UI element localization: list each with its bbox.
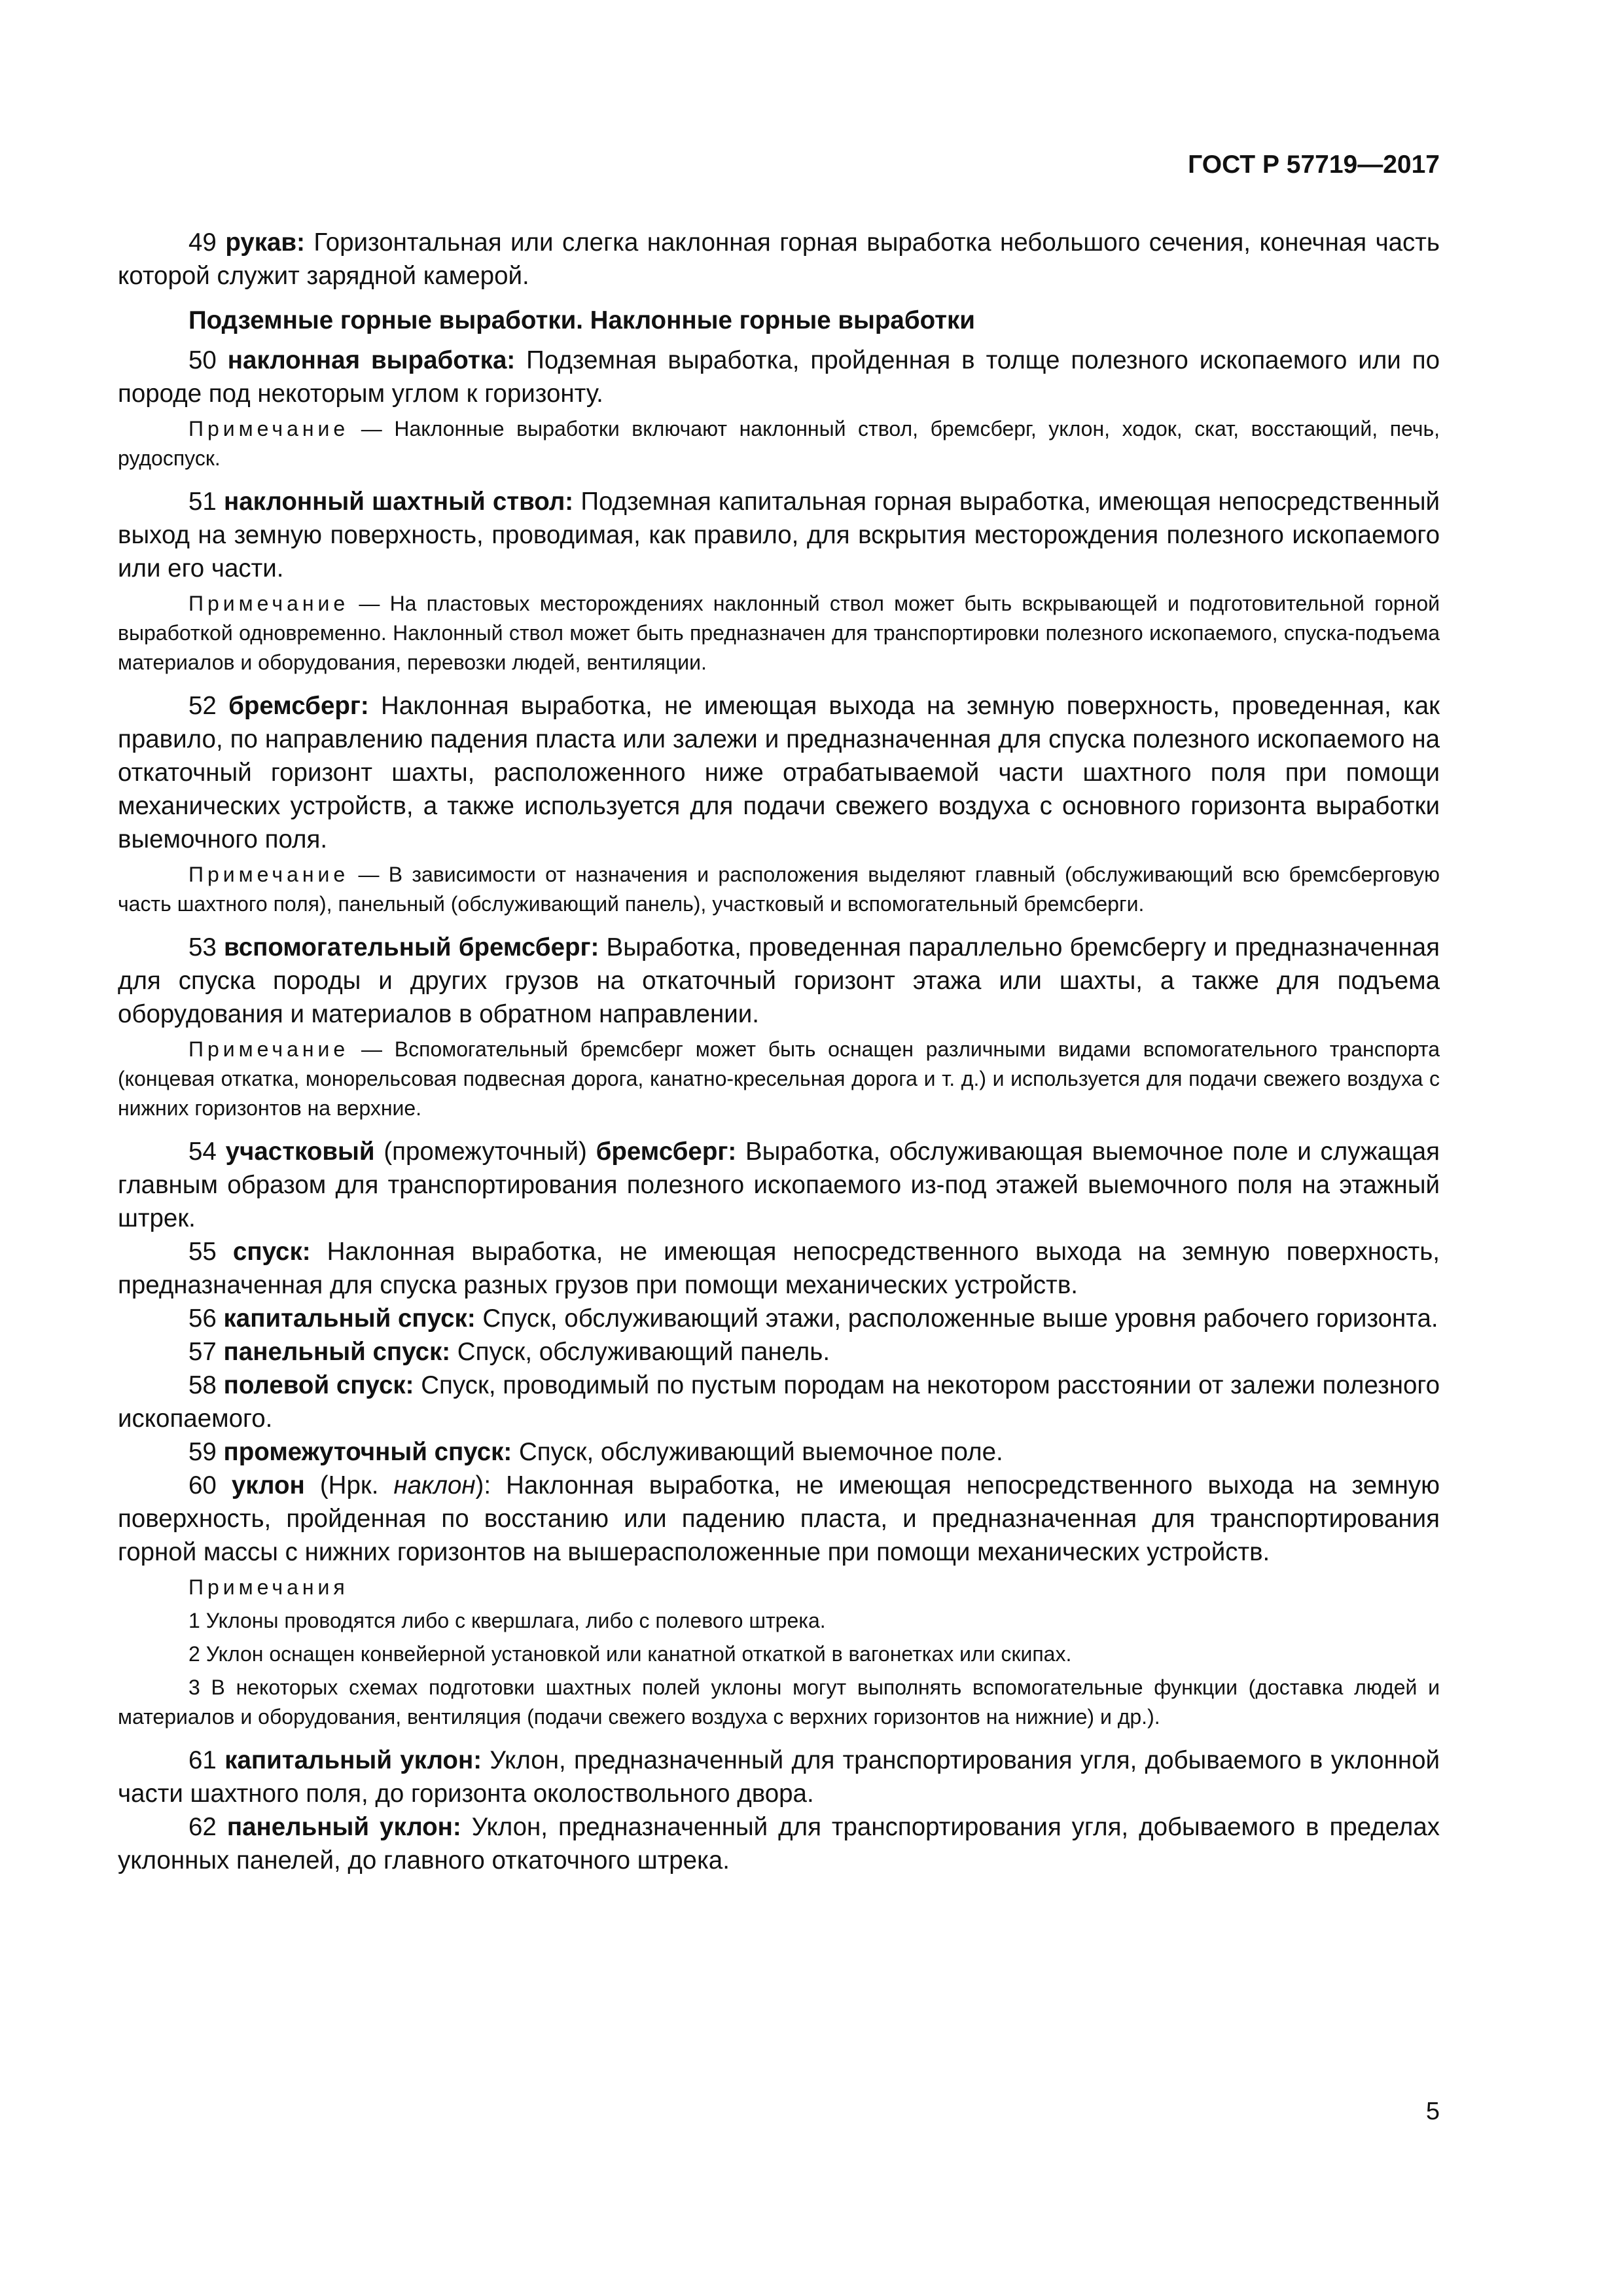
note-60-label: Примечания bbox=[188, 1575, 349, 1599]
note-50: Примечание — Наклонные выработки включают наклонный ствол, бремсберг, уклон, ходок, скат, восстающий, печь, рудоспуск. bbox=[118, 417, 1440, 470]
term-50: 50 наклонная выработка: Подземная выработка, пройденная в толще полезного ископаемого или по породе под некоторым углом к горизонту. bbox=[118, 346, 1440, 408]
term-60-deprecated: наклон bbox=[393, 1471, 476, 1499]
note-60-item-1: 1 Уклоны проводятся либо с квершлага, либо с полевого штрека. bbox=[188, 1609, 826, 1632]
term-56-name: капитальный спуск: bbox=[223, 1304, 476, 1333]
term-61-name: капитальный уклон: bbox=[224, 1746, 482, 1774]
note-60-item-3: 3 В некоторых схемах подготовки шахтных полей уклоны могут выполнять вспомогательные функции (доставка людей и материалов и оборудования, вентиляция (подачи свежего воздуха с верхних горизонтов на нижние) и др.). bbox=[118, 1676, 1440, 1729]
term-49: 49 рукав: Горизонтальная или слегка наклонная горная выработка небольшого сечения, конечная часть которой служит зарядной камерой. bbox=[118, 228, 1440, 290]
term-60-name: уклон bbox=[231, 1471, 305, 1499]
term-54-name2: бремсберг: bbox=[596, 1138, 737, 1166]
document-body bbox=[118, 226, 1440, 1877]
note-51: Примечание — На пластовых месторождениях наклонный ствол может быть вскрывающей и подготовительной горной выработкой одновременно. Наклонный ствол может быть предназначен для транспортировки полезного ископаемого, спуска-подъема материалов и оборудования, перевозки людей, вентиляции. bbox=[118, 592, 1440, 674]
term-50-name: наклонная выработка: bbox=[227, 346, 516, 374]
term-56: 56 капитальный спуск: Спуск, обслуживающий этажи, расположенные выше уровня рабочего горизонта. bbox=[188, 1304, 1438, 1333]
document-page bbox=[118, 0, 1440, 2296]
term-52-name: бремсберг: bbox=[228, 692, 369, 720]
page-number: 5 bbox=[1425, 2098, 1440, 2125]
term-57-name: панельный спуск: bbox=[223, 1338, 451, 1366]
term-54: 54 участковый (промежуточный) бремсберг: Выработка, обслуживающая выемочное поле и служащая главным образом для транспортирования полезного ископаемого из-под этажей выемочного поля на этажный штрек. bbox=[118, 1138, 1440, 1232]
term-53: 53 вспомогательный бремсберг: Выработка, проведенная параллельно бремсбергу и предназначенная для спуска породы и других грузов на откаточный горизонт этажа или шахты, а также для подъема оборудования и материалов в обратном направлении. bbox=[118, 933, 1440, 1028]
term-55-name: спуск: bbox=[232, 1238, 311, 1266]
note-53: Примечание — Вспомогательный бремсберг может быть оснащен различными видами вспомогательного транспорта (концевая откатка, монорельсовая подвесная дорога, канатно-кресельная дорога и т. д.) и используется для подачи свежего воздуха с нижних горизонтов на верхние. bbox=[118, 1037, 1440, 1120]
term-51: 51 наклонный шахтный ствол: Подземная капитальная горная выработка, имеющая непосредственный выход на земную поверхность, проводимая, как правило, для вскрытия месторождения полезного ископаемого или его части. bbox=[118, 488, 1440, 583]
term-54-name: участковый bbox=[225, 1138, 375, 1166]
term-62-name: панельный уклон: bbox=[226, 1813, 461, 1841]
term-51-name: наклонный шахтный ствол: bbox=[224, 488, 574, 516]
term-60: 60 уклон (Нрк. наклон): Наклонная выработка, не имеющая непосредственного выхода на земную поверхность, пройденная по восстанию или падению пласта, и предназначенная для транспортирования горной массы с нижних горизонтов на вышерасположенные при помощи механических устройств. bbox=[118, 1471, 1440, 1566]
term-59-name: промежуточный спуск: bbox=[223, 1438, 512, 1466]
term-58-name: полевой спуск: bbox=[223, 1371, 414, 1399]
term-58: 58 полевой спуск: Спуск, проводимый по пустым породам на некотором расстоянии от залежи полезного ископаемого. bbox=[118, 1371, 1440, 1433]
term-53-name: вспомогательный бремсберг: bbox=[224, 933, 599, 961]
term-52: 52 бремсберг: Наклонная выработка, не имеющая выхода на земную поверхность, проведенная, как правило, по направлению падения пласта или залежи и предназначенная для спуска полезного ископаемого на откаточный горизонт шахты, расположенного ниже отрабатываемой части шахтного поля при помощи механических устройств, а также используется для подачи свежего воздуха с основного горизонта выработки выемочного поля. bbox=[118, 692, 1440, 853]
term-62: 62 панельный уклон: Уклон, предназначенный для транспортирования угля, добываемого в пределах уклонных панелей, до главного откаточного штрека. bbox=[118, 1813, 1440, 1874]
note-60-item-2: 2 Уклон оснащен конвейерной установкой или канатной откаткой в вагонетках или скипах. bbox=[188, 1642, 1072, 1666]
section-title: Подземные горные выработки. Наклонные горные выработки bbox=[188, 306, 975, 334]
term-59: 59 промежуточный спуск: Спуск, обслуживающий выемочное поле. bbox=[188, 1438, 1003, 1466]
note-52: Примечание — В зависимости от назначения и расположения выделяют главный (обслуживающий всю бремсберговую часть шахтного поля), панельный (обслуживающий панель), участковый и вспомогательный бремсберги. bbox=[118, 863, 1440, 916]
term-55: 55 спуск: Наклонная выработка, не имеющая непосредственного выхода на земную поверхность, предназначенная для спуска разных грузов при помощи механических устройств. bbox=[118, 1238, 1440, 1299]
term-57: 57 панельный спуск: Спуск, обслуживающий панель. bbox=[188, 1338, 830, 1366]
term-49-name: рукав: bbox=[225, 228, 305, 257]
document-header: ГОСТ Р 57719—2017 bbox=[1188, 151, 1440, 179]
term-61: 61 капитальный уклон: Уклон, предназначенный для транспортирования угля, добываемого в уклонной части шахтного поля, до горизонта околоствольного двора. bbox=[118, 1746, 1440, 1808]
